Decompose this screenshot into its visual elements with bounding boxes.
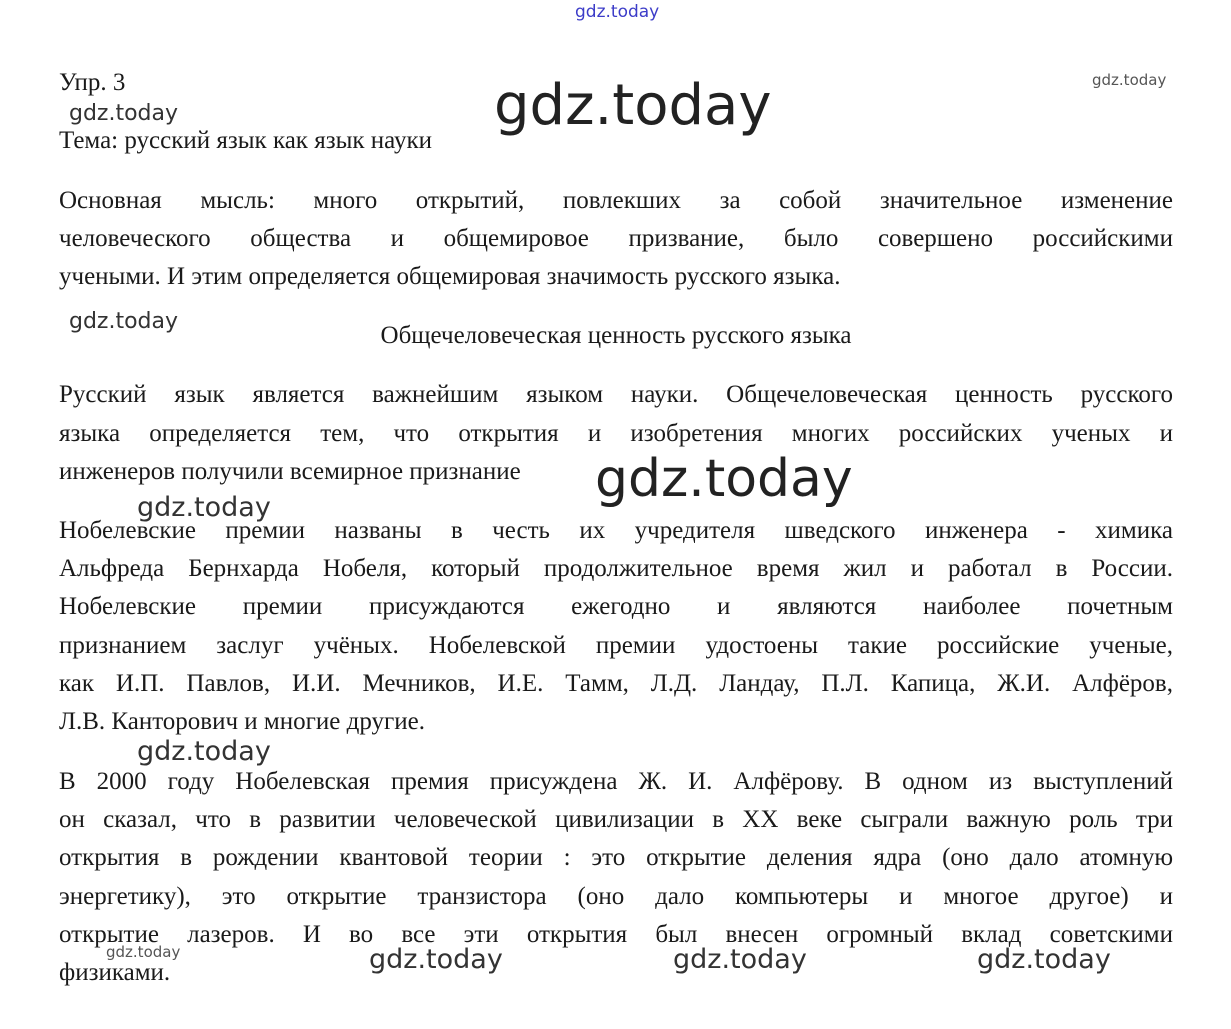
paragraph-3-line: открытие лазеров. И во все эти открытия был внесен огромный вклад советскими [59,921,1173,948]
watermark-bottom-1: gdz.today [369,944,503,975]
watermark-large-top: gdz.today [494,73,772,138]
watermark-top: gdz.today [575,2,660,22]
watermark-top-right: gdz.today [1092,71,1167,89]
watermark-bottom-2: gdz.today [673,944,807,975]
paragraph-1-line: Русский язык является важнейшим языком науки. Общечеловеческая ценность русского [59,381,1173,408]
watermark-large-middle: gdz.today [595,449,853,509]
paragraph-2-line: Л.В. Канторович и многие другие. [59,708,425,735]
main-idea-line: Основная мысль: много открытий, повлекших за собой значительное изменение [59,187,1173,214]
paragraph-3-line: энергетику), это открытие транзистора (оно дало компьютеры и многое другое) и [59,883,1173,910]
paragraph-2-line: Нобелевские премии присуждаются ежегодно и являются наиболее почетным [59,593,1173,620]
paragraph-3-line: он сказал, что в развитии человеческой цивилизации в XX веке сыграли важную роль три [59,806,1173,833]
exercise-number: Упр. 3 [59,69,126,96]
paragraph-3-line: В 2000 году Нобелевская премия присуждена Ж. И. Алфёрову. В одном из выступлений [59,768,1173,795]
paragraph-3-line: открытия в рождении квантовой теории : это открытие деления ядра (оно дало атомную [59,844,1173,871]
watermark-left-1: gdz.today [69,101,179,126]
essay-title: Общечеловеческая ценность русского языка [380,322,852,349]
main-idea-line: человеческого общества и общемировое призвание, было совершено российскими [59,225,1173,252]
watermark-bottom-left: gdz.today [106,943,181,961]
paragraph-2-line: Нобелевские премии названы в честь их учредителя шведского инженера - химика [59,517,1173,544]
watermark-left-2: gdz.today [69,309,179,334]
watermark-left-3: gdz.today [137,492,271,523]
paragraph-1-line: инженеров получили всемирное признание [59,458,521,485]
paragraph-2-line: как И.П. Павлов, И.И. Мечников, И.Е. Тамм, Л.Д. Ландау, П.Л. Капица, Ж.И. Алфёров, [59,670,1173,697]
main-idea-line: учеными. И этим определяется общемировая значимость русского языка. [59,263,841,290]
watermark-bottom-3: gdz.today [977,944,1111,975]
paragraph-2-line: признанием заслуг учёных. Нобелевской премии удостоены такие российские ученые, [59,632,1173,659]
topic-line: Тема: русский язык как язык науки [59,127,432,154]
watermark-left-4: gdz.today [137,736,271,767]
paragraph-1-line: языка определяется тем, что открытия и изобретения многих российских ученых и [59,420,1173,447]
paragraph-2-line: Альфреда Бернхарда Нобеля, который продолжительное время жил и работал в России. [59,555,1173,582]
paragraph-3-line: физиками. [59,959,171,986]
